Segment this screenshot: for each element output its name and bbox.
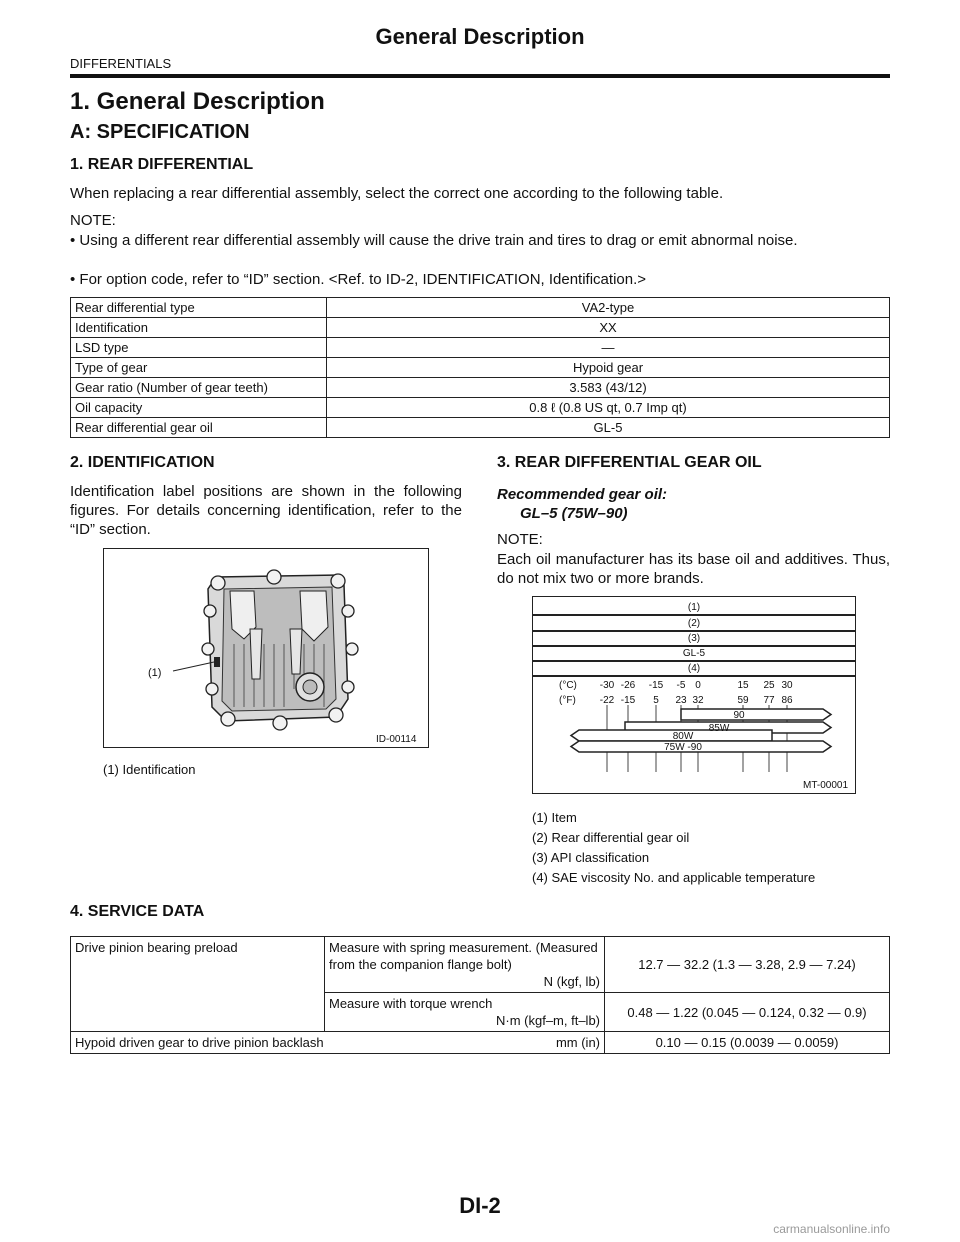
spec-value: XX (327, 318, 890, 338)
spec-value: 0.8 ℓ (0.8 US qt, 0.7 Imp qt) (327, 398, 890, 418)
celsius-tick: -15 (648, 680, 664, 691)
service-condition (325, 937, 605, 993)
main-heading: 1. General Description (70, 88, 325, 115)
service-item: Drive pinion bearing preload (71, 937, 325, 1032)
fahrenheit-label: (°F) (559, 695, 576, 706)
recommended-value: GL–5 (75W–90) (520, 505, 628, 522)
rear-diff-bullet-1: • Using a different rear differential assembly will cause the drive train and tires to drag or emit abnormal noise. (70, 232, 798, 249)
fahrenheit-tick: 77 (763, 695, 775, 706)
celsius-tick: -30 (599, 680, 615, 691)
grade-label: 75W -90 (664, 742, 702, 753)
table-row (71, 1032, 890, 1054)
service-condition (325, 993, 605, 1032)
spec-label: Type of gear (71, 358, 327, 378)
grade-bar-80w (571, 730, 772, 741)
condition-unit: N·m (kgf–m, ft–lb) (495, 1013, 600, 1028)
figure-code: ID-00114 (376, 734, 417, 745)
grade-bar-90 (681, 709, 831, 720)
table-row (71, 358, 890, 378)
legend-item: (1) Item (532, 810, 577, 825)
table-row (71, 338, 890, 358)
celsius-tick: -5 (676, 680, 686, 691)
legend-item: (2) Rear differential gear oil (532, 830, 690, 845)
service-value: 0.10 — 0.15 (0.0039 — 0.0059) (605, 1032, 890, 1054)
spec-label: Rear differential type (71, 298, 327, 318)
page-header-title: General Description (375, 24, 585, 49)
gear-oil-legend (532, 808, 815, 888)
fahrenheit-tick: 32 (692, 695, 704, 706)
service-data-heading: 4. SERVICE DATA (70, 903, 205, 920)
service-value: 12.7 — 32.2 (1.3 — 3.28, 2.9 — 7.24) (605, 937, 890, 993)
spec-value: 3.583 (43/12) (327, 378, 890, 398)
fahrenheit-tick: 23 (675, 695, 687, 706)
spec-label: Gear ratio (Number of gear teeth) (71, 378, 327, 398)
chart-row-label: (1) (687, 602, 701, 613)
rear-diff-heading: 1. REAR DIFFERENTIAL (70, 156, 254, 173)
condition-unit: N (kgf, lb) (543, 974, 600, 989)
service-value: 0.48 — 1.22 (0.045 — 0.124, 0.32 — 0.9) (605, 993, 890, 1032)
identification-heading: 2. IDENTIFICATION (70, 454, 215, 471)
table-row (71, 378, 890, 398)
viscosity-chart-svg (533, 597, 855, 793)
service-item (71, 1032, 605, 1054)
rear-diff-intro: When replacing a rear differential assembly, select the correct one according to the following table. (70, 185, 724, 202)
header-rule (70, 74, 890, 78)
chart-row-label: GL-5 (682, 648, 706, 659)
spec-value: — (327, 338, 890, 358)
spec-value: Hypoid gear (327, 358, 890, 378)
chart-row-label: (3) (687, 633, 701, 644)
table-row (71, 937, 890, 993)
identification-figure (103, 548, 429, 748)
gear-oil-note-label: NOTE: (497, 531, 543, 548)
celsius-label: (°C) (559, 680, 577, 691)
celsius-tick: 15 (737, 680, 749, 691)
identification-text: Identification label positions are shown in the following figures. For details concerning identification, refer to the “ID” section. (70, 483, 462, 538)
condition-text: Measure with spring measurement. (Measured from the companion flange bolt) (329, 940, 598, 972)
table-row (71, 398, 890, 418)
grade-label: 80W (672, 731, 694, 742)
chart-row-label: (2) (687, 618, 701, 629)
recommended-label: Recommended gear oil: (497, 486, 668, 503)
spec-label: Oil capacity (71, 398, 327, 418)
bullet-text: Using a different rear differential assembly will cause the drive train and tires to drag or emit abnormal noise. (79, 232, 798, 249)
grade-label: 85W (708, 723, 730, 734)
fahrenheit-tick: -15 (620, 695, 636, 706)
table-row (71, 298, 890, 318)
spec-heading: A: SPECIFICATION (70, 121, 250, 143)
table-row (71, 418, 890, 438)
rear-diff-note-label: NOTE: (70, 212, 116, 229)
table-row (71, 318, 890, 338)
service-item-label: Hypoid driven gear to drive pinion backlash (75, 1035, 324, 1050)
celsius-tick: 30 (781, 680, 793, 691)
spec-table (70, 297, 890, 438)
section-name: DIFFERENTIALS (70, 56, 172, 71)
spec-value: GL-5 (327, 418, 890, 438)
legend-item: (4) SAE viscosity No. and applicable temperature (532, 870, 816, 885)
condition-text: Measure with torque wrench (329, 996, 493, 1011)
celsius-tick: 25 (763, 680, 775, 691)
celsius-tick: -26 (620, 680, 636, 691)
gear-oil-note-text: Each oil manufacturer has its base oil and additives. Thus, do not mix two or more brands. (497, 551, 890, 587)
fahrenheit-tick: 86 (781, 695, 793, 706)
viscosity-chart (532, 596, 856, 794)
bullet-text: For option code, refer to “ID” section. <Ref. to ID-2, IDENTIFICATION, Identification.> (79, 271, 647, 288)
legend-item: (3) API classification (532, 850, 650, 865)
gear-oil-heading: 3. REAR DIFFERENTIAL GEAR OIL (497, 454, 762, 471)
differential-cover-drawing (104, 549, 428, 747)
chart-figure-code: MT-00001 (803, 780, 849, 791)
page-number: DI-2 (459, 1193, 501, 1218)
spec-label: Rear differential gear oil (71, 418, 327, 438)
fahrenheit-tick: 59 (737, 695, 749, 706)
watermark: carmanualsonline.info (773, 1222, 890, 1236)
service-data-table (70, 936, 890, 1054)
figure-callout: (1) (148, 667, 162, 679)
celsius-tick: 0 (695, 680, 701, 691)
fahrenheit-tick: 5 (653, 695, 659, 706)
fahrenheit-tick: -22 (599, 695, 615, 706)
spec-label: LSD type (71, 338, 327, 358)
spec-value: VA2-type (327, 298, 890, 318)
spec-label: Identification (71, 318, 327, 338)
grade-label: 90 (733, 710, 745, 721)
rear-diff-bullet-2: • For option code, refer to “ID” section. <Ref. to ID-2, IDENTIFICATION, Identification.> (70, 271, 647, 288)
chart-row-label: (4) (687, 663, 701, 674)
identification-legend: (1) Identification (103, 762, 196, 777)
service-item-unit: mm (in) (555, 1035, 600, 1050)
